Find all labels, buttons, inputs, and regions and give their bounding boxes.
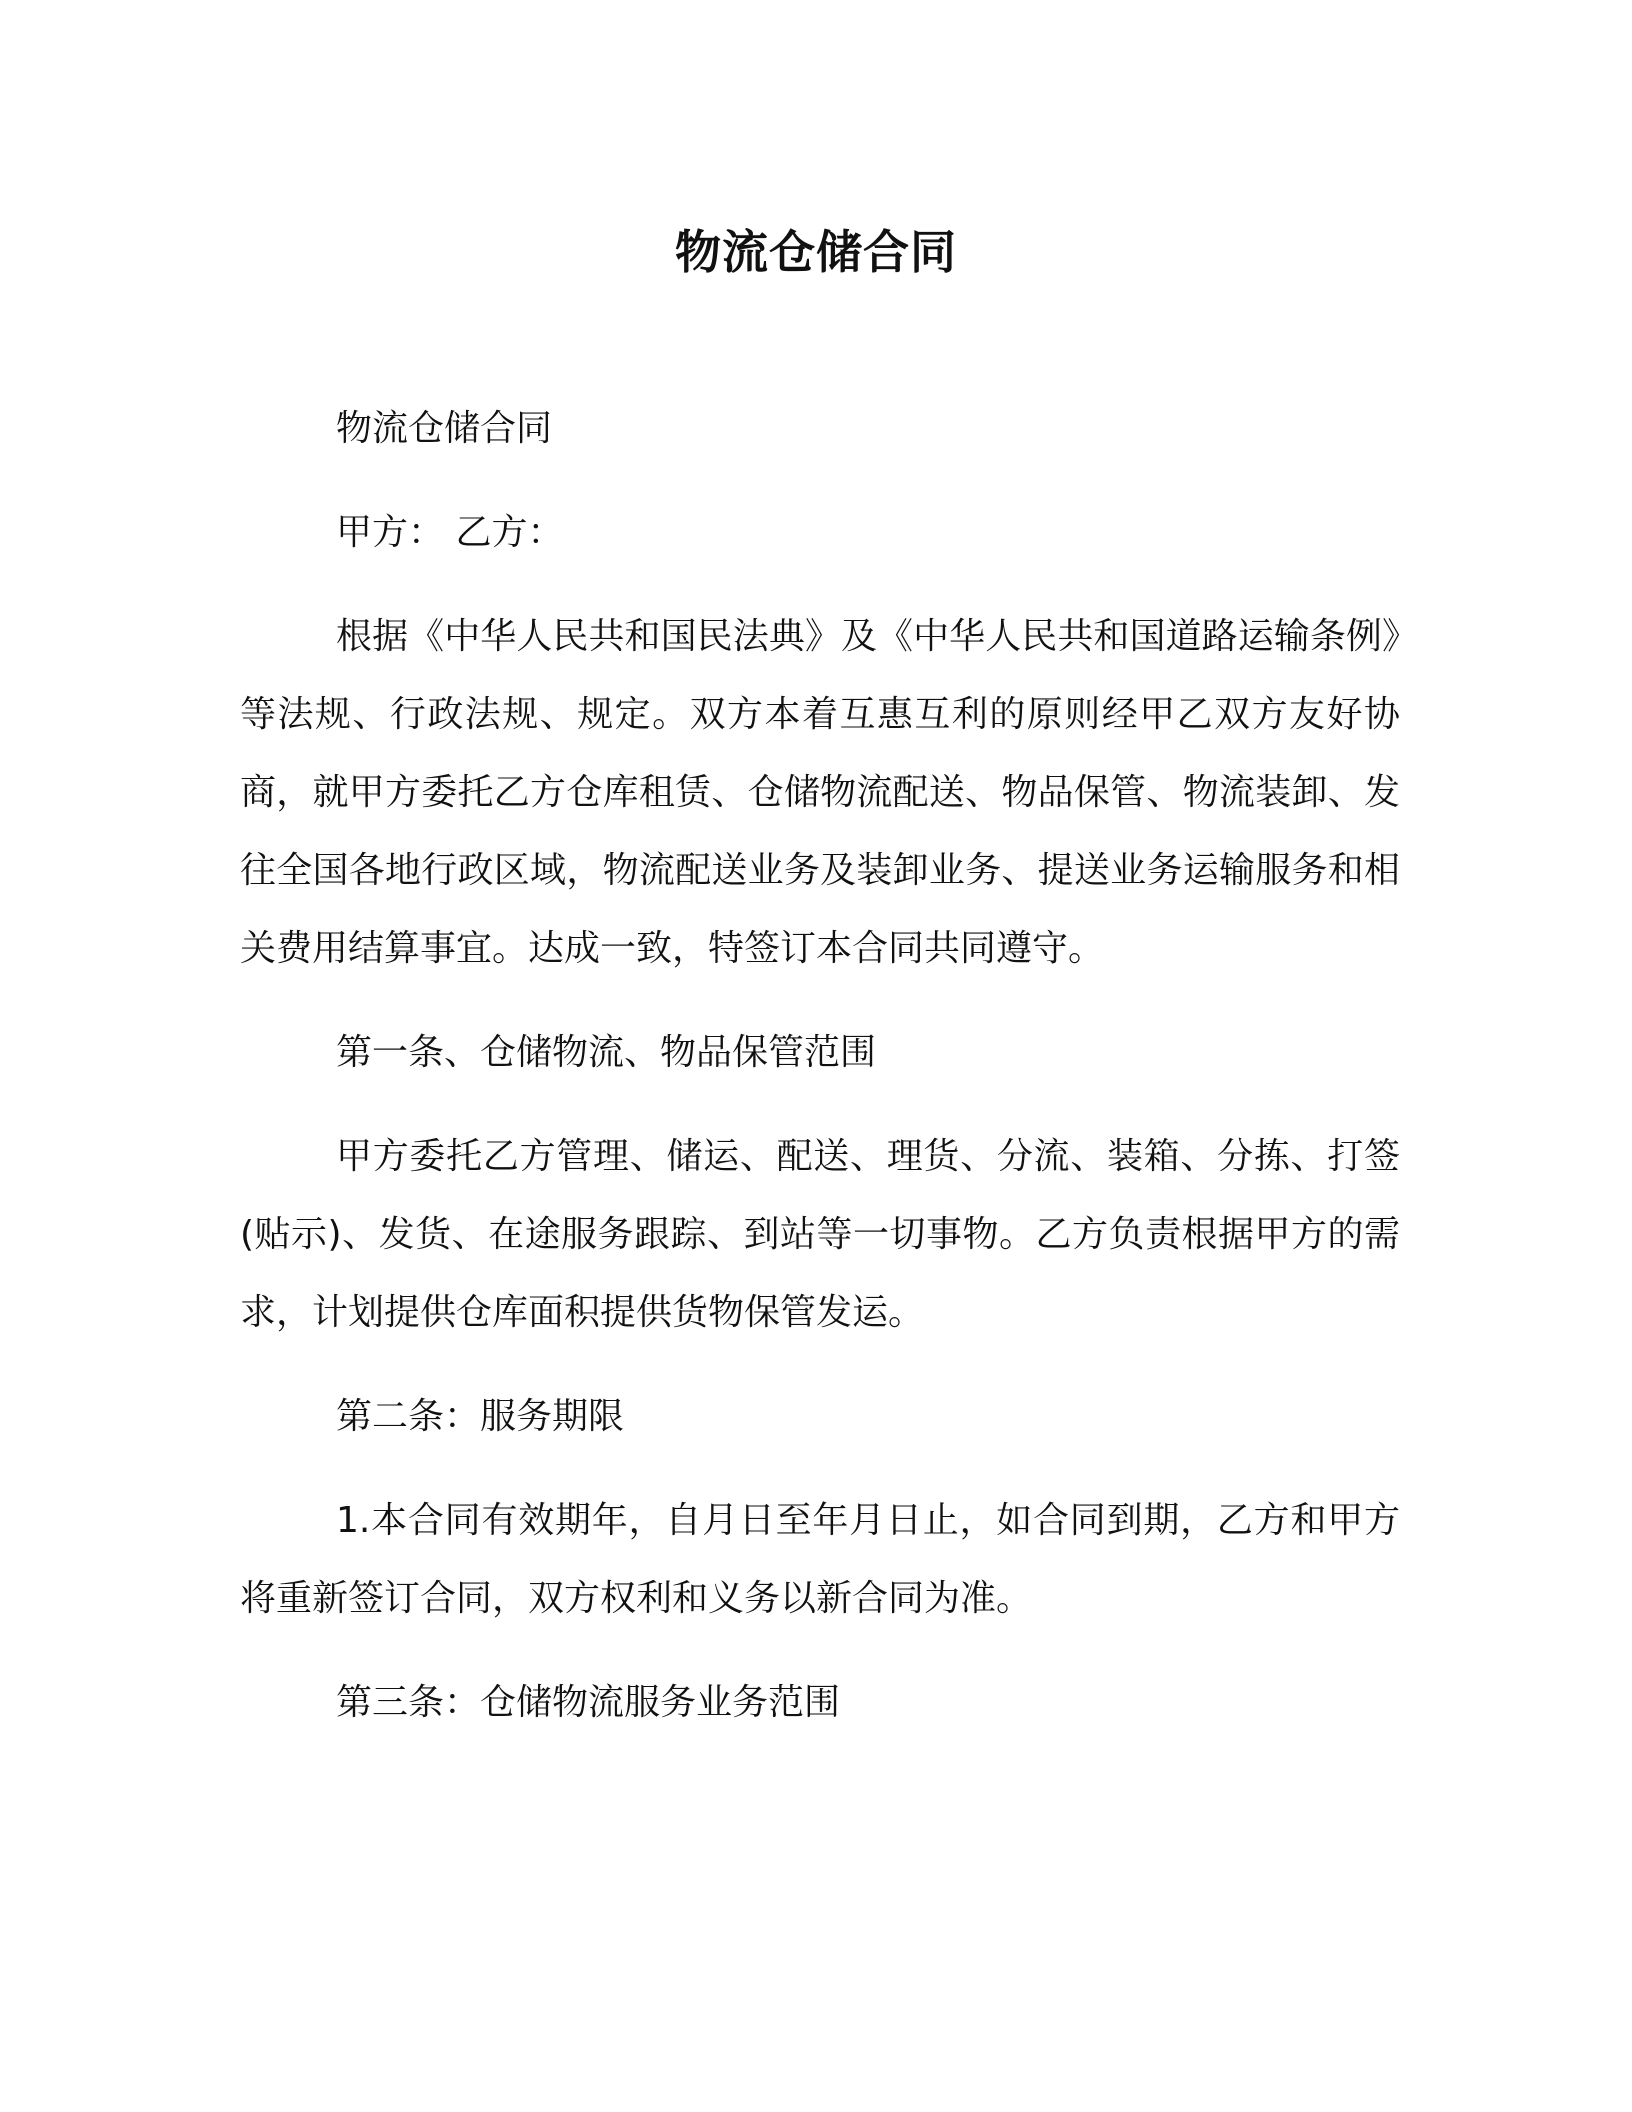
document-title: 物流仓储合同 xyxy=(675,225,957,279)
article-1-heading: 第一条、仓储物流、物品保管范围 xyxy=(336,1032,877,1073)
paragraph-parties: 甲方： 乙方： xyxy=(336,512,564,553)
article-1-body: 甲方委托乙方管理、储运、配送、理货、分流、装箱、分拣、打签(贴示)、发货、在途服务跟踪、到站等一切事物。乙方负责根据甲方的需求，计划提供仓库面积提供货物保管发运。 xyxy=(240,1136,1400,1333)
article-2-heading: 第二条：服务期限 xyxy=(336,1396,625,1437)
paragraph-preamble: 根据《中华人民共和国民法典》及《中华人民共和国道路运输条例》等法规、行政法规、规定。双方本着互惠互利的原则经甲乙双方友好协商，就甲方委托乙方仓库租赁、仓储物流配送、物品保管、物流装卸、发往全国各地行政区域，物流配送业务及装卸业务、提送业务运输服务和相关费用结算事宜。达成一致，特签订本合同共同遵守。 xyxy=(240,616,1400,969)
article-2-body: 1.本合同有效期年，自月日至年月日止，如合同到期，乙方和甲方将重新签订合同，双方权利和义务以新合同为准。 xyxy=(240,1500,1400,1619)
document-body xyxy=(240,390,1400,1768)
article-3-heading: 第三条：仓储物流服务业务范围 xyxy=(336,1682,841,1723)
paragraph-subtitle: 物流仓储合同 xyxy=(336,408,553,449)
